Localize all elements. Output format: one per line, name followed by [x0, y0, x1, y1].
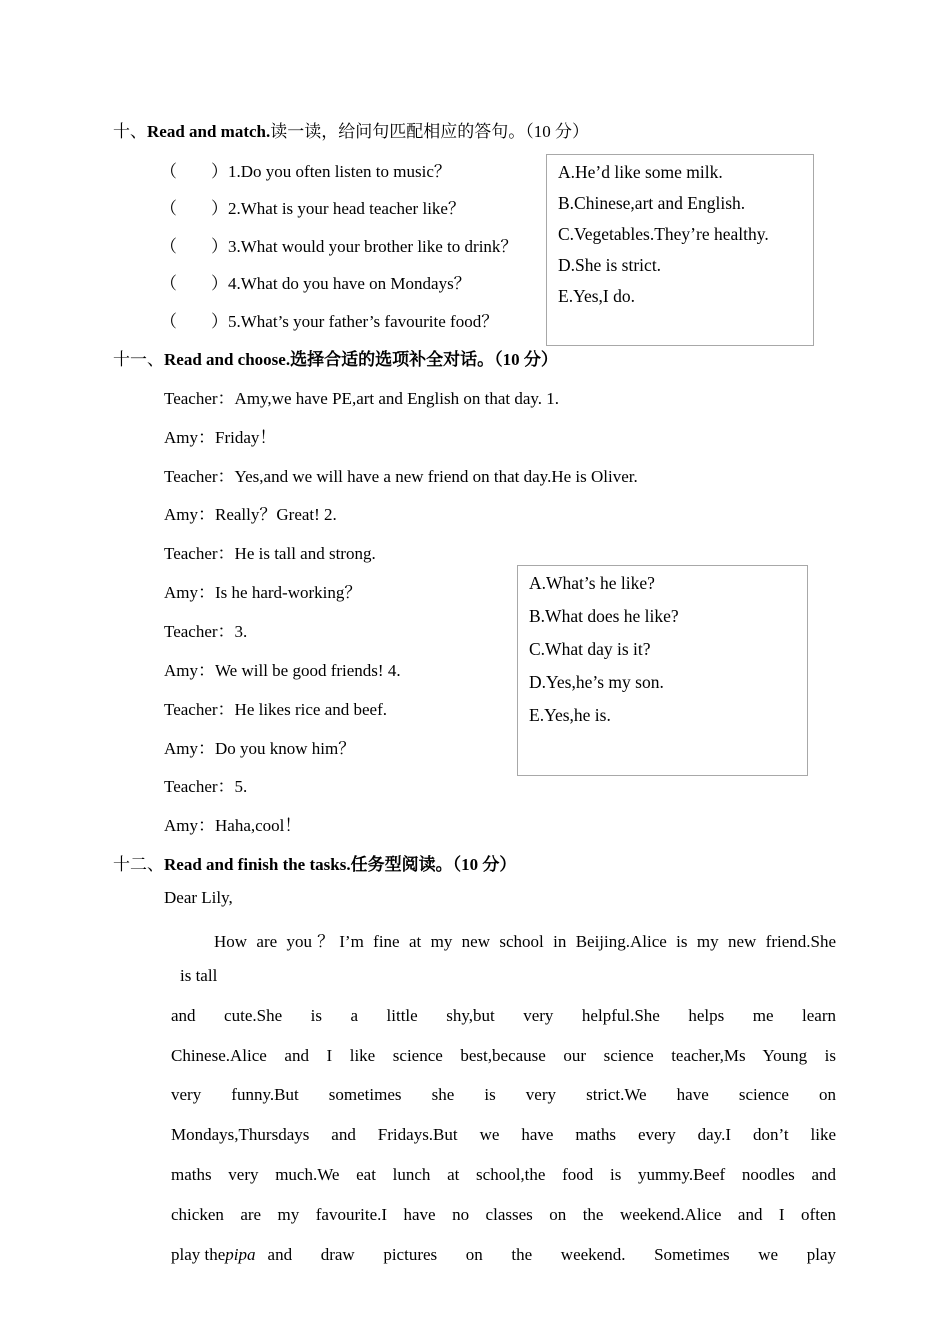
- section-10-options-box: [546, 154, 814, 346]
- letter-line: How are you？I’m fine at my new school in Beijing.Alice is my new friend.She: [214, 932, 836, 951]
- question-4: （ ）4.What do you have on Mondays？: [160, 274, 471, 293]
- letter-line: and cute.She is a little shy,but very helpful.She helps me learn: [171, 1006, 836, 1025]
- option-b: B.What does he like?: [529, 606, 679, 626]
- dialogue-line: Teacher：3.: [164, 622, 248, 641]
- letter-line: chicken are my favourite.I have no classes on the weekend.Alice and I often: [171, 1205, 836, 1224]
- question-5: （ ）5.What’s your father’s favourite food？: [160, 312, 499, 331]
- option-d: D.She is strict.: [558, 255, 662, 275]
- question-3: （ ）3.What would your brother like to drink？: [160, 237, 518, 256]
- dialogue-line: Amy：Do you know him？: [164, 739, 356, 758]
- option-c: C.Vegetables.They’re healthy.: [558, 224, 769, 244]
- letter-line: Mondays,Thursdays and Fridays.But we have maths every day.I don’t like: [171, 1125, 836, 1144]
- dialogue-line: Amy：Friday！: [164, 428, 277, 447]
- section-10-title-en: Read and match.: [147, 122, 271, 141]
- section-10-heading: [113, 117, 589, 142]
- option-e: E.Yes,I do.: [558, 286, 635, 306]
- dialogue-line: Teacher：He is tall and strong.: [164, 544, 376, 563]
- dialogue-line: Teacher：He likes rice and beef.: [164, 700, 387, 719]
- section-11-heading: [113, 345, 558, 370]
- option-e: E.Yes,he is.: [529, 705, 611, 725]
- letter-italic-word: pipa: [225, 1245, 256, 1264]
- section-12-number: 十二、: [113, 855, 164, 874]
- question-1: （ ）1.Do you often listen to music？: [160, 162, 451, 181]
- option-c: C.What day is it?: [529, 639, 651, 659]
- letter-line: is tall: [180, 966, 218, 985]
- letter-line: Chinese.Alice and I like science best,because our science teacher,Ms Young is: [171, 1046, 836, 1065]
- option-a: A.He’d like some milk.: [558, 162, 723, 182]
- letter-greeting: Dear Lily,: [164, 888, 233, 907]
- dialogue-line: Amy：Haha,cool！: [164, 816, 302, 835]
- letter-last-line: [171, 1245, 836, 1265]
- section-11-title-en: Read and choose.: [164, 350, 291, 369]
- option-b: B.Chinese,art and English.: [558, 193, 746, 213]
- letter-line: maths very much.We eat lunch at school,the food is yummy.Beef noodles and: [171, 1165, 836, 1184]
- dialogue-line: Teacher：5.: [164, 777, 248, 796]
- section-12-title-en: Read and finish the tasks.: [164, 855, 351, 874]
- letter-text: play the: [171, 1245, 226, 1264]
- question-2: （ ）2.What is your head teacher like？: [160, 199, 465, 218]
- section-12-heading: [113, 850, 516, 875]
- dialogue-line: Amy：Really？Great! 2.: [164, 505, 337, 524]
- section-11-title-cn: 选择合适的选项补全对话。（10 分）: [290, 350, 558, 369]
- letter-text: and draw pictures on the weekend. Sometimes we play: [267, 1245, 836, 1264]
- section-12-title-cn: 任务型阅读。（10 分）: [350, 855, 517, 874]
- dialogue-line: Teacher：Yes,and we will have a new friend on that day.He is Oliver.: [164, 467, 638, 486]
- option-a: A.What’s he like?: [529, 573, 655, 593]
- section-11-options-box: [517, 565, 808, 776]
- section-10-number: 十、: [113, 122, 147, 141]
- option-d: D.Yes,he’s my son.: [529, 672, 664, 692]
- dialogue-line: Amy：Is he hard-working？: [164, 583, 362, 602]
- dialogue-line: Teacher：Amy,we have PE,art and English on that day. 1.: [164, 389, 560, 408]
- letter-line: very funny.But sometimes she is very strict.We have science on: [171, 1085, 836, 1104]
- dialogue-line: Amy：We will be good friends! 4.: [164, 661, 401, 680]
- section-10-title-cn: 读一读，给问句匹配相应的答句。（10 分）: [270, 122, 590, 141]
- section-11-number: 十一、: [113, 350, 164, 369]
